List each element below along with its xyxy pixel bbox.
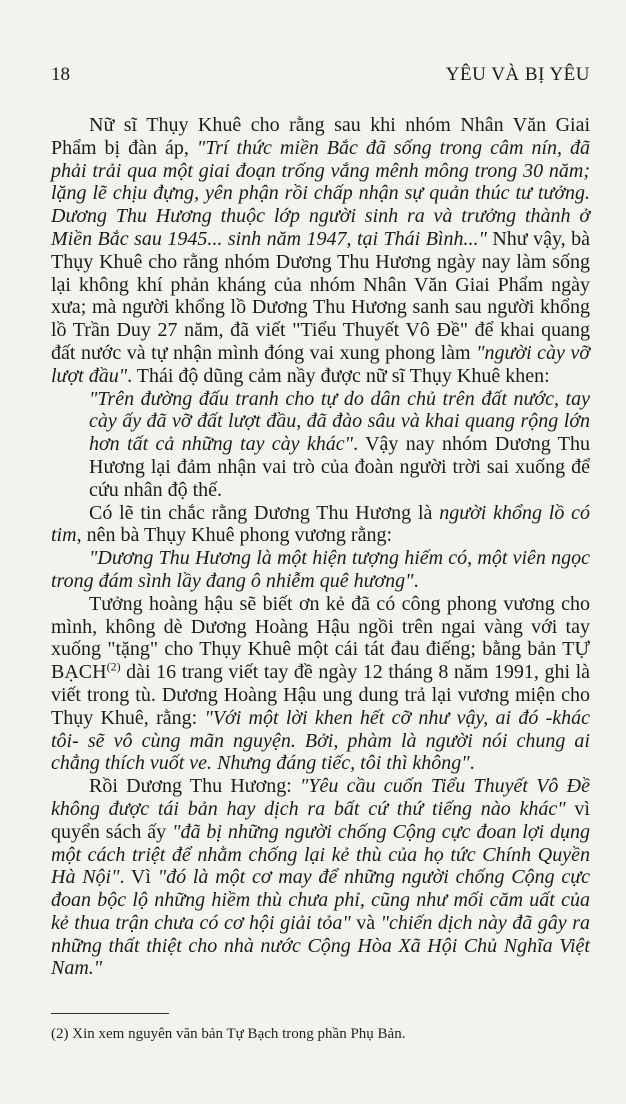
body-text xyxy=(51,114,590,980)
paragraph-6-text-b: vì quyển sách ấy xyxy=(51,797,590,843)
paragraph-1-text-a: Nữ sĩ Thụy Khuê cho rằng sau khi nhóm Nhân Văn Giai Phẩm bị đàn áp, xyxy=(51,114,590,159)
paragraph-2 xyxy=(51,388,590,502)
paragraph-6-text-a: Rồi Dương Thu Hương: xyxy=(89,775,300,798)
paragraph-5-text-c: . xyxy=(469,752,475,775)
running-header xyxy=(51,64,590,92)
footnote: (2) Xin xem nguyên văn bản Tự Bạch trong phần Phụ Bản. xyxy=(51,1026,406,1042)
paragraph-6-quote-b: "đã bị những người chống Cộng cực đoan lợi dụng một cách triệt để nhằm chống lại kẻ thù của họ tức Chính Quyền Hà Nội" xyxy=(51,820,591,889)
paragraph-1-text-c: . Thái độ dũng cảm nầy được nữ sĩ Thụy Khuê khen: xyxy=(127,364,550,387)
paragraph-3 xyxy=(51,502,590,548)
paragraph-4-text: . xyxy=(413,569,419,592)
page-number: 18 xyxy=(51,64,70,85)
paragraph-4 xyxy=(51,547,590,593)
footnote-divider xyxy=(51,1013,169,1014)
paragraph-1-quote-a: "Trí thức miền Bắc đã sống trong câm nín, đã phải trải qua một giai đoạn trống vắng mênh mông trong 30 năm; lặng lẽ chịu đựng, yên phận rồi chấp nhận sự quản thúc tư tưởng. Dương Thu Hương thuộc lớp người sinh ra và trưởng thành ở Miền Bắc sau 1945... sinh năm 1947, tại Thái Bình..." xyxy=(51,136,590,250)
paragraph-4-quote: "Dương Thu Hương là một hiện tượng hiếm có, một viên ngọc trong đám sình lầy đang ô nhiễm quê hương" xyxy=(51,547,590,592)
paragraph-5-text-b: dài 16 trang viết tay đề ngày 12 tháng 8 năm 1991, ghi là viết trong tù. Dương Hoàng Hậu ung dung trả lại vương miện cho Thụy Khuê, rằng: xyxy=(51,661,590,729)
paragraph-5-quote: "Với một lời khen hết cỡ như vậy, ai đó -khác tôi- sẽ vô cùng mãn nguyện. Bởi, phàm là người nói chung ai chẳng thích vuốt ve. Nhưng đáng tiếc, tôi thì không" xyxy=(51,706,590,775)
paragraph-6-quote-a: "Yêu cầu cuốn Tiểu Thuyết Vô Đề không được tái bản hay dịch ra bất cứ thứ tiếng nào khác" xyxy=(51,775,590,820)
paragraph-6-quote-c: "đó là một cơ may để những người chống Cộng cực đoan bộc lộ những hiềm thù chưa phỉ, cũng như mối căm uất của kẻ thua trận chưa có cơ hội giải tỏa" xyxy=(51,866,591,934)
paragraph-3-quote: người khổng lồ có tim xyxy=(51,501,591,547)
paragraph-2-quote: "Trên đường đấu tranh cho tự do dân chủ trên đất nước, tay cày ấy đã vỡ đất lượt đầu, đã đào sâu và khai quang rộng lớn hơn tất cả những tay cày khác" xyxy=(89,387,590,456)
paragraph-3-text-a: Có lẽ tin chắc rằng Dương Thu Hương là xyxy=(89,501,440,524)
paragraph-3-text-b: , nên bà Thụy Khuê phong vương rằng: xyxy=(76,524,393,547)
paragraph-2-text: . Vậy nay nhóm Dương Thu Hương lại đảm nhận vai trò của đoàn người trời sai xuống để cứu nhân độ thế. xyxy=(89,433,590,501)
paragraph-6-quote-d: "chiến dịch này đã gây ra những thất thiệt cho nhà nước Cộng Hòa Xã Hội Chủ Nghĩa Việt Nam." xyxy=(51,911,590,980)
paragraph-6-text-c: . Vì xyxy=(119,866,158,889)
paragraph-1-quote-b: "người cày vỡ lượt đầu" xyxy=(51,341,591,387)
paragraph-6-text-d: và xyxy=(350,911,381,934)
running-title: YÊU VÀ BỊ YÊU xyxy=(445,64,590,85)
paragraph-5 xyxy=(51,593,590,775)
paragraph-1-text-b: Như vậy, bà Thụy Khuê cho rằng nhóm Dương Thu Hương ngày nay làm sống lại không khí phản kháng của nhóm Nhân Văn Giai Phẩm ngày xưa; mà người khổng lồ Dương Thu Hương sanh sau người khổng lồ Trần Duy 27 năm, đã viết "Tiểu Thuyết Vô Đề" để khai quang đất nước và tự nhận mình đóng vai xung phong làm xyxy=(51,227,590,364)
paragraph-6 xyxy=(51,775,590,980)
paragraph-5-text-a: Tưởng hoàng hậu sẽ biết ơn kẻ đã có công phong vương cho mình, không dè Dương Hoàng Hậu ngồi trên ngai vàng với tay xuống "tặng" cho Thụy Khuê một cái tát đau điếng; bằng bản TỰ BẠCH xyxy=(51,592,590,684)
footnote-reference: (2) xyxy=(106,659,121,674)
paragraph-1 xyxy=(51,114,590,388)
